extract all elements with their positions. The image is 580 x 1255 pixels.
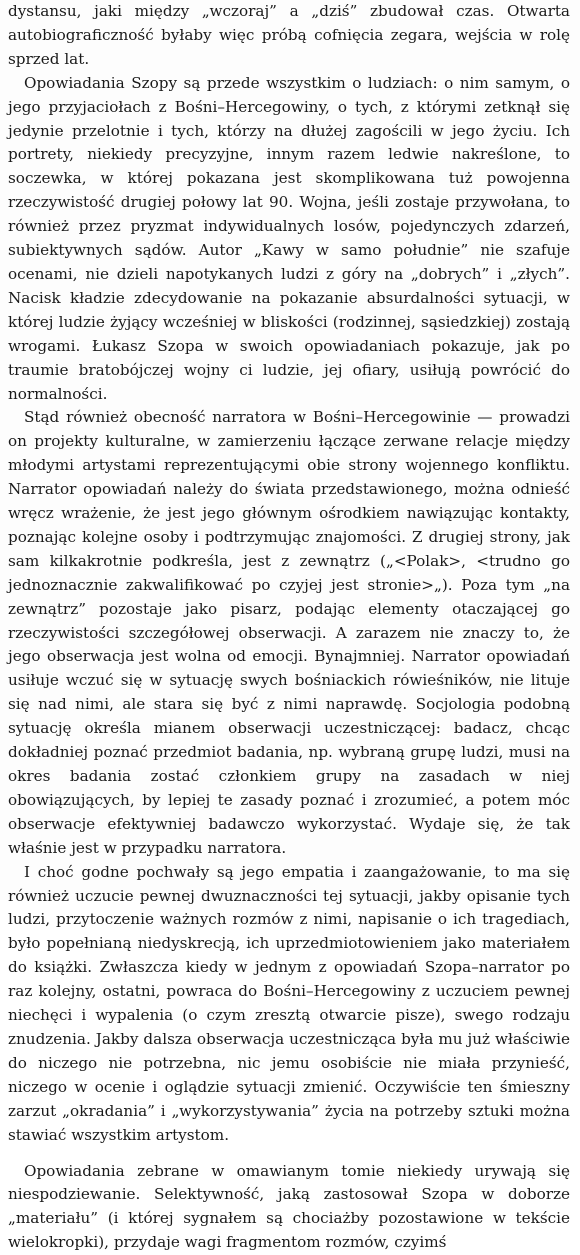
- paragraph-4: I choć godne pochwały są jego empatia i zaangażowanie, to ma się również uczucie pewnej dwuznaczności tej sytuacji, jakby opisanie tych ludzi, przytoczenie ważnych rozmów z nimi, napisanie o ich tragediach, było popełnianą niedyskrecją, ich uprzedmiotowieniem jako materiałem do książki. Zwłaszcza kiedy w jednym z opowiadań Szopa–narrator po raz kolejny, ostatni, powraca do Bośni–Hercegowiny z uczuciem pewnej niechęci i wypalenia (o czym zresztą otwarcie pisze), swego rodzaju znudzenia. Jakby dalsza obserwacja uczestnicząca była mu już właściwie do niczego nie potrzebna, nic jemu osobiście nie miała przynieść, niczego w ocenie i oglądzie sytuacji zmienić. Oczywiście ten śmieszny zarzut „okradania” i „wykorzystywania” życia na potrzeby sztuki można stawiać wszystkim artystom.: [8, 861, 570, 1148]
- paragraph-1: dystansu, jaki między „wczoraj” a „dziś” zbudował czas. Otwarta autobiograficzność byłaby więc próbą cofnięcia zegara, wejścia w rolę sprzed lat.: [8, 0, 570, 72]
- paragraph-3: Stąd również obecność narratora w Bośni–Hercegowinie — prowadzi on projekty kulturalne, w zamierzeniu łączące zerwane relacje między młodymi artystami reprezentującymi obie strony wojennego konfliktu. Narrator opowiadań należy do świata przedstawionego, można odnieść wręcz wrażenie, że jest jego głównym ośrodkiem nawiązując kontakty, poznając kolejne osoby i podtrzymując znajomości. Z drugiej strony, jak sam kilkakrotnie podkreśla, jest z zewnątrz („<Polak>, <trudno go jednoznacznie zakwalifikować po czyjej jest stronie>„). Poza tym „na zewnątrz” pozostaje jako pisarz, podając elementy otaczającej go rzeczywistości szczegółowej obserwacji. A zarazem nie znaczy to, że jego obserwacja jest wolna od emocji. Bynajmniej. Narrator opowiadań usiłuje wczuć się w sytuację swych bośniackich rówieśników, nie lituje się nad nimi, ale stara się być z nimi naprawdę. Socjologia podobną sytuację określa mianem obserwacji uczestniczącej: badacz, chcąc dokładniej poznać przedmiot badania, np. wybraną grupę ludzi, musi na okres badania zostać członkiem grupy na zasadach w niej obowiązujących, by lepiej te zasady poznać i zrozumieć, a potem móc obserwacje efektywniej badawczo wykorzystać. Wydaje się, że tak właśnie jest w przypadku narratora.: [8, 406, 570, 860]
- paragraph-2: Opowiadania Szopy są przede wszystkim o ludziach: o nim samym, o jego przyjaciołach z Bośni–Hercegowiny, o tych, z którymi zetknął się jedynie przelotnie i tych, którzy na dłużej zagościli w jego życiu. Ich portrety, niekiedy precyzyjne, innym razem ledwie nakreślone, to soczewka, w której pokazana jest skomplikowana tuż powojenna rzeczywistość drugiej połowy lat 90. Wojna, jeśli zostaje przywołana, to również przez pryzmat indywidualnych losów, pojedynczych zdarzeń, subiektywnych sądów. Autor „Kawy w samo południe” nie szafuje ocenami, nie dzieli napotykanych ludzi z góry na „dobrych” i „złych”. Nacisk kładzie zdecydowanie na pokazanie absurdalności sytuacji, w której ludzie żyjący wcześniej w bliskości (rodzinnej, sąsiedzkiej) zostają wrogami. Łukasz Szopa w swoich opowiadaniach pokazuje, jak po traumie bratobójczej wojny ci ludzie, jej ofiary, usiłują powrócić do normalności.: [8, 72, 570, 407]
- paragraph-5: Opowiadania zebrane w omawianym tomie niekiedy urywają się niespodziewanie. Selektywność, jaką zastosował Szopa w doborze „materiału” (i której sygnałem są chociażby pozostawione w tekście wielokropki), przydaje wagi fragmentom rozmów, czyimś: [8, 1160, 570, 1255]
